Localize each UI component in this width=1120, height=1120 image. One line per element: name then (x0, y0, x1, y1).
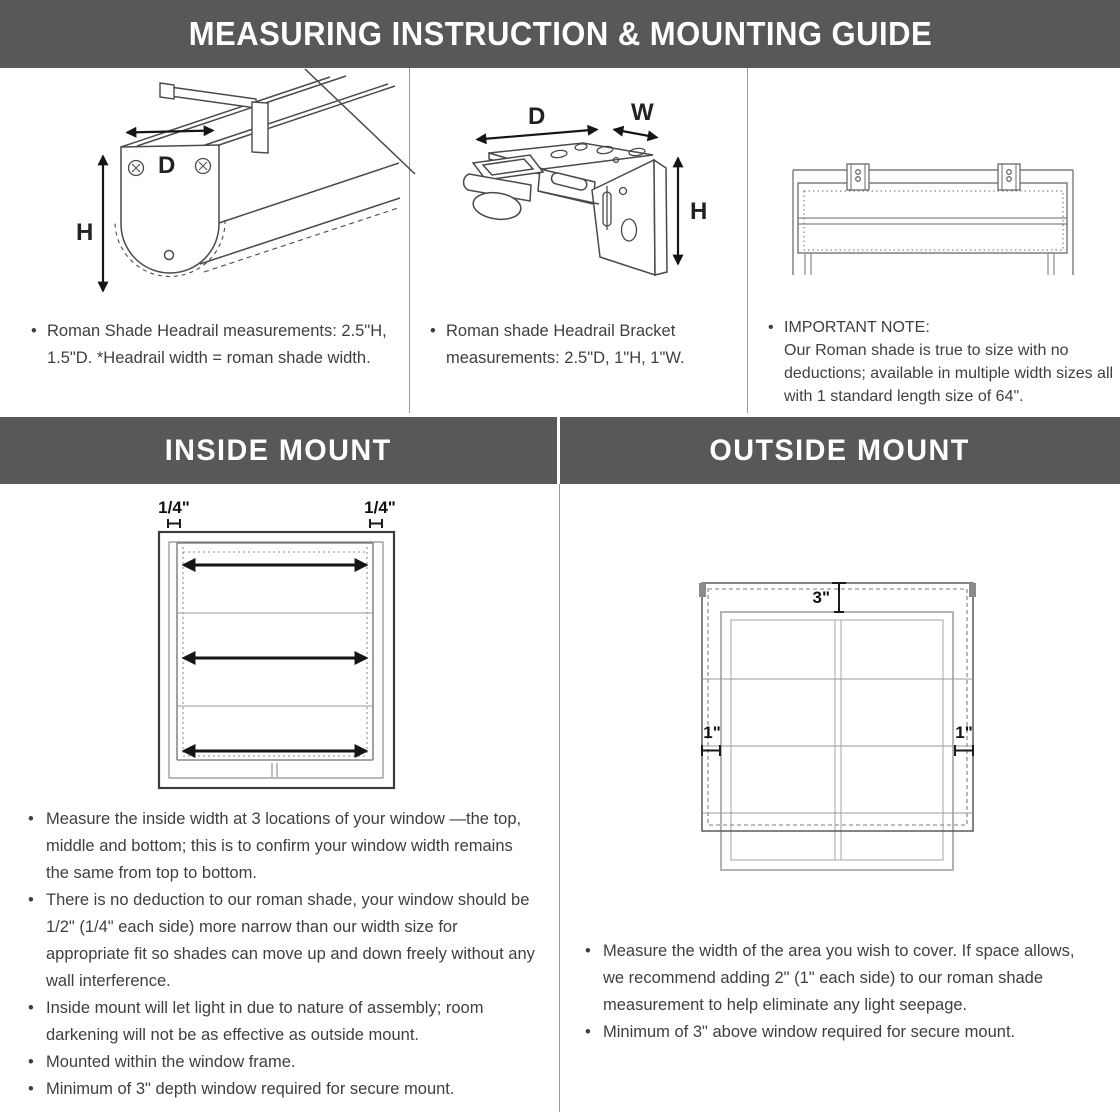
bracket-depth-label: D (528, 103, 546, 130)
bullet-text: Mounted within the window frame. (46, 1053, 296, 1071)
list-item (585, 1019, 1097, 1046)
bracket-note (430, 318, 758, 372)
headrail-height-label: H (76, 219, 94, 246)
mounted-headrail (798, 183, 1067, 253)
main-header-bar (0, 0, 1120, 68)
bracket-body (464, 143, 667, 275)
bullet-text: Measure the width of the area you wish to cover. If space allows, we recommend adding 2" (1" each side) to our roman shade measurement to help eliminate any light seepage. (603, 942, 1075, 1014)
inside-right-gap-label: 1/4" (364, 498, 396, 517)
list-item (28, 806, 536, 887)
mounted-shade-diagram (747, 68, 1120, 318)
outside-mount-notes (585, 938, 1097, 1046)
outside-left-overlap-label: 1" (703, 723, 721, 742)
inside-left-gap-label: 1/4" (158, 498, 190, 517)
inside-mount-header-bar (0, 417, 557, 484)
inside-mount-title: INSIDE MOUNT (165, 433, 392, 467)
list-item (28, 1076, 536, 1103)
important-note-body: Our Roman shade is true to size with no deductions; available in multiple width sizes all with 1 standard length size of 64". (784, 342, 1114, 405)
inside-mount-diagram (130, 497, 430, 802)
window-legs (805, 253, 1054, 275)
page-title: MEASURING INSTRUCTION & MOUNTING GUIDE (188, 15, 932, 52)
list-item (28, 887, 536, 995)
bullet-text: Measure the inside width at 3 locations of your window —the top, middle and bottom; this is to confirm your window width remains the same from top to bottom. (46, 810, 522, 882)
bracket-note-text: Roman shade Headrail Bracket measurements: 2.5"D, 1"H, 1"W. (446, 322, 685, 367)
headrail-note (31, 318, 399, 372)
important-note-title: • IMPORTANT NOTE: (784, 319, 930, 336)
outside-mount-diagram (680, 570, 1020, 900)
list-item (28, 995, 536, 1049)
divider-mount-sections (559, 484, 560, 1112)
outside-right-overlap-label: 1" (955, 723, 973, 742)
gap-markers (168, 519, 382, 528)
outside-top-gap-label: 3" (812, 588, 830, 607)
headrail-note-text: Roman Shade Headrail measurements: 2.5"H, 1.5"D. *Headrail width = roman shade width. (47, 322, 387, 367)
shade-panel (177, 543, 373, 777)
headrail-diagram (0, 68, 409, 318)
bullet-text: Inside mount will let light in due to nature of assembly; room darkening will not be as effective as outside mount. (46, 999, 484, 1044)
outside-mount-header-bar (560, 417, 1120, 484)
measure-marks (702, 583, 973, 756)
bracket-width-label: W (631, 99, 654, 126)
headrail-depth-label: D (158, 152, 176, 179)
width-measure-arrows (184, 565, 366, 751)
bullet-text: There is no deduction to our roman shade, your window should be 1/2" (1/4" each side) more narrow than our width size for appropriate fit so shades can move up and down freely without any wall interference. (46, 891, 535, 990)
bullet-text: Minimum of 3" depth window required for secure mount. (46, 1080, 455, 1098)
list-item (28, 1049, 536, 1076)
important-note (768, 316, 1120, 408)
list-item (585, 938, 1097, 1019)
bullet-text: Minimum of 3" above window required for secure mount. (603, 1023, 1016, 1041)
inside-mount-notes (28, 806, 536, 1103)
bracket-height-label: H (690, 198, 708, 225)
bracket-diagram (409, 68, 747, 318)
outside-mount-title: OUTSIDE MOUNT (709, 433, 971, 467)
